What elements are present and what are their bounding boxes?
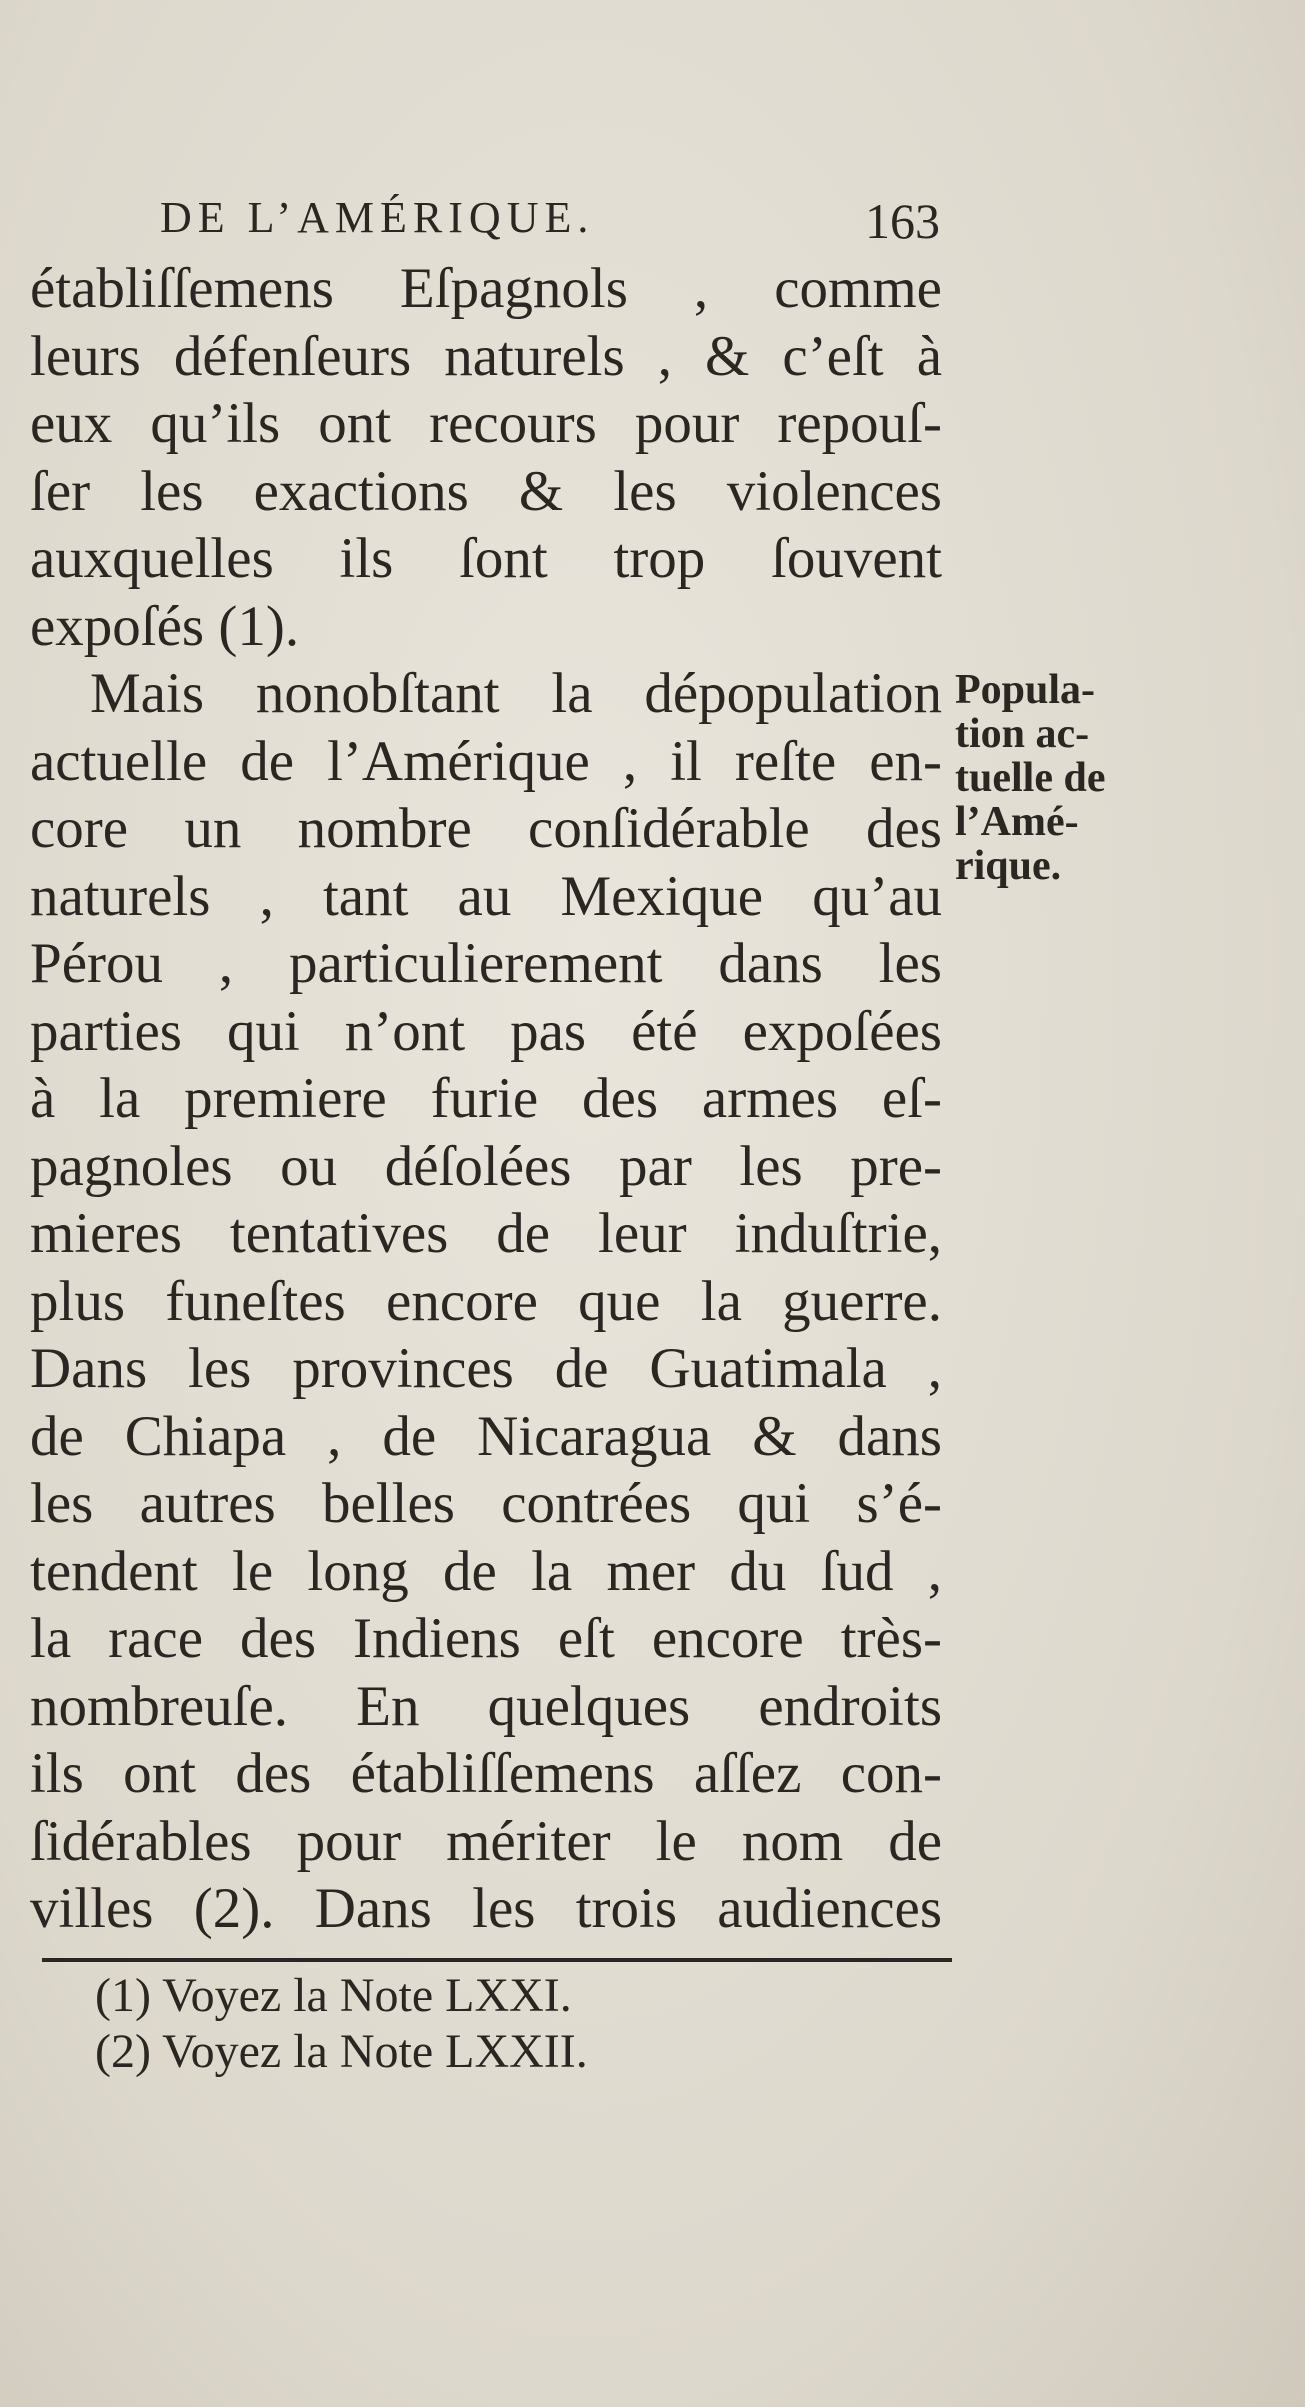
text-line: Pérou , particulierement dans les bbox=[30, 932, 942, 995]
text-line: les autres belles contrées qui s’é- bbox=[30, 1472, 942, 1535]
text-line: pagnoles ou déſolées par les pre- bbox=[30, 1134, 942, 1198]
margin-note bbox=[955, 668, 1175, 888]
text-line: expoſés (1). bbox=[30, 594, 300, 658]
text-line: ſidérables pour mériter le nom de bbox=[30, 1809, 942, 1873]
page-number: 163 bbox=[865, 193, 940, 249]
text-line: eux qu’ils ont recours pour repouſ- bbox=[30, 392, 942, 455]
text-line: actuelle de l’Amérique , il reſte en- bbox=[30, 729, 942, 793]
text-line: établiſſemens Eſpagnols , comme bbox=[30, 257, 942, 320]
text-line: naturels , tant au Mexique qu’au bbox=[30, 864, 942, 928]
footnote: (1) Voyez la Note LXXI. bbox=[95, 1969, 572, 2022]
text-line: core un nombre conſidérable des bbox=[30, 797, 942, 860]
text-line: nombreuſe. En quelques endroits bbox=[30, 1674, 942, 1738]
footnotes bbox=[95, 1968, 795, 2080]
text-line: ſer les exactions & les violences bbox=[30, 459, 942, 523]
footnote-rule bbox=[42, 1958, 952, 1962]
text-line: auxquelles ils ſont trop ſouvent bbox=[30, 527, 942, 590]
footnote: (2) Voyez la Note LXXII. bbox=[95, 2025, 588, 2078]
margin-note-line: tuelle de bbox=[955, 755, 1106, 801]
text-line: plus funeſtes encore que la guerre. bbox=[30, 1269, 942, 1333]
margin-note-line: Popula- bbox=[955, 667, 1096, 713]
text-line: ils ont des établiſſemens aſſez con- bbox=[30, 1742, 942, 1805]
text-line: tendent le long de la mer du ſud , bbox=[30, 1539, 942, 1603]
running-title: DE L’AMÉRIQUE. bbox=[160, 193, 595, 242]
text-line: leurs défenſeurs naturels , & c’eſt à bbox=[30, 324, 942, 388]
text-line: Dans les provinces de Guatimala , bbox=[30, 1337, 942, 1400]
text-line: à la premiere furie des armes eſ- bbox=[30, 1067, 942, 1130]
text-line: parties qui n’ont pas été expoſées bbox=[30, 999, 942, 1063]
text-line: la race des Indiens eſt encore très- bbox=[30, 1607, 942, 1670]
text-line: de Chiapa , de Nicaragua & dans bbox=[30, 1404, 942, 1468]
margin-note-line: rique. bbox=[955, 843, 1062, 889]
body-text bbox=[30, 255, 942, 1943]
margin-note-line: tion ac- bbox=[955, 711, 1090, 757]
margin-note-line: l’Amé- bbox=[955, 799, 1079, 845]
text-line: mieres tentatives de leur induſtrie, bbox=[30, 1202, 942, 1265]
page-header bbox=[160, 192, 940, 252]
text-line: villes (2). Dans les trois audiences bbox=[30, 1877, 942, 1940]
text-line: Mais nonobſtant la dépopulation bbox=[90, 662, 942, 725]
